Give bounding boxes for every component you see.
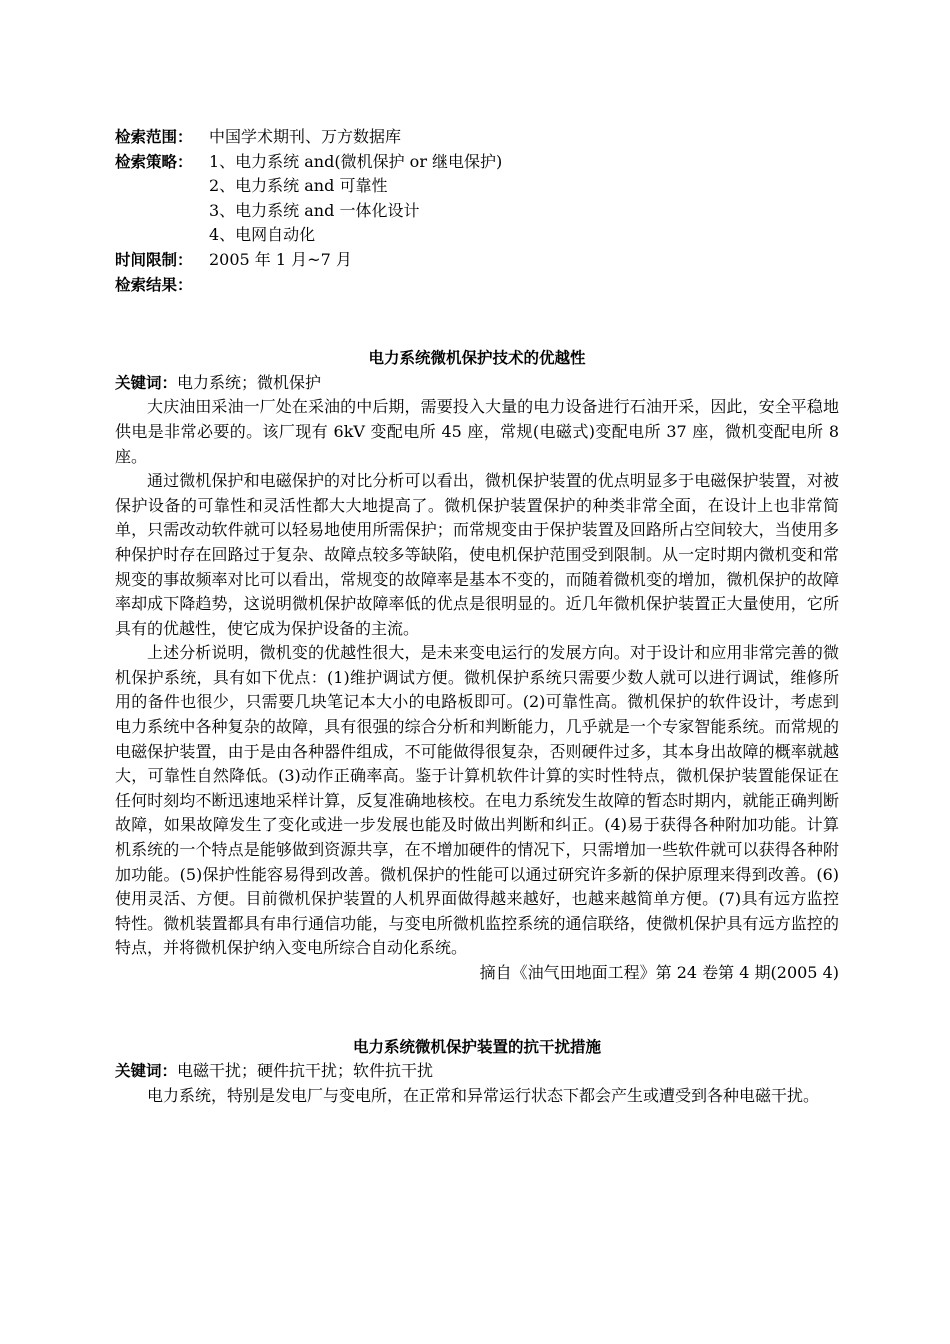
keywords-label: 关键词： [115,373,178,392]
keywords-label: 关键词： [115,1062,178,1081]
spacer [115,986,839,1035]
article-title: 电力系统微机保护装置的抗干扰措施 [352,1037,601,1056]
search-result-row [115,273,839,298]
spacer [115,297,839,346]
search-strategy-row [115,150,839,175]
article-keywords [115,1059,839,1084]
search-strategy-item-1: 1、电力系统 and(微机保护 or 继电保护) [209,151,503,171]
article-2 [115,1035,839,1109]
search-strategy-label: 检索策略： [115,152,193,171]
article-title: 电力系统微机保护技术的优越性 [368,349,586,368]
article-1 [115,346,839,985]
article-paragraph: 电力系统，特别是发电厂与变电所，在正常和异常运行状态下都会产生或遭受到各种电磁干扰。 [147,1085,820,1105]
search-scope-value: 中国学术期刊、万方数据库 [209,127,402,146]
keywords-value: 电力系统；微机保护 [177,372,322,392]
article-keywords [115,371,839,396]
time-limit-label: 时间限制： [115,250,193,269]
keywords-value: 电磁干扰；硬件抗干扰；软件抗干扰 [177,1061,434,1081]
time-limit-value: 2005 年 1 月~7 月 [209,249,352,269]
search-strategy-item-4: 4、电网自动化 [209,225,316,245]
search-scope-label: 检索范围： [115,128,193,146]
search-strategy-list [115,174,839,248]
article-paragraph: 通过微机保护和电磁保护的对比分析可以看出，微机保护装置的优点明显多于电磁保护装置，对被保护设备的可靠性和灵活性都大大地提高了。微机保护装置保护的种类非常全面，在设计上也非常简单，只需改动软件就可以轻易地使用所需保护；而常规变由于保护装置及回路所占空间较大，当使用多种保护时存在回路过于复杂、故障点较多等缺陷，使电机保护范围受到限制。从一定时期内微机变和常规变的事故频率对比可以看出，常规变的故障率是基本不变的，而随着微机变的增加，微机保护的故障率却成下降趋势，这说明微机保护故障率低的优点是很明显的。近几年微机保护装置正大量使用，它所具有的优越性，使它成为保护设备的主流。 [115,471,839,638]
document-page [115,125,839,1108]
article-source: 摘自《油气田地面工程》第 24 卷第 4 期(2005 4) [479,963,839,982]
search-strategy-item-2: 2、电力系统 and 可靠性 [209,176,388,196]
article-paragraph: 大庆油田采油一厂处在采油的中后期，需要投入大量的电力设备进行石油开采，因此，安全平稳地供电是非常必要的。该厂现有 6kV 变配电所 45 座，常规(电磁式)变配电所 37 座，微机变配电所 8 座。 [115,397,839,466]
article-paragraph: 上述分析说明，微机变的优越性很大，是未来变电运行的发展方向。对于设计和应用非常完善的微机保护系统，具有如下优点：(1)维护调试方便。微机保护系统只需要少数人就可以进行调试，维修所用的备件也很少，只需要几块笔记本大小的电路板即可。(2)可靠性高。微机保护的软件设计，考虑到电力系统中各种复杂的故障，具有很强的综合分析和判断能力，几乎就是一个专家智能系统。而常规的电磁保护装置，由于是由各种器件组成，不可能做得很复杂，否则硬件过多，其本身出故障的概率就越大，可靠性自然降低。(3)动作正确率高。鉴于计算机软件计算的实时性特点，微机保护装置能保证在任何时刻均不断迅速地采样计算，反复准确地核校。在电力系统发生故障的暂态时期内，就能正确判断故障，如果故障发生了变化或进一步发展也能及时做出判断和纠正。(4)易于获得各种附加功能。计算机系统的一个特点是能够做到资源共享，在不增加硬件的情况下，只需增加一些软件就可以获得各种附加功能。(5)保护性能容易得到改善。微机保护的性能可以通过研究许多新的保护原理来得到改善。(6)使用灵活、方便。目前微机保护装置的人机界面做得越来越好，也越来越简单方便。(7)具有远方监控特性。微机装置都具有串行通信功能，与变电所微机监控系统的通信联络，使微机保护具有远方监控的特点，并将微机保护纳入变电所综合自动化系统。 [115,643,839,958]
search-strategy-item-3: 3、电力系统 and 一体化设计 [209,200,420,220]
time-limit-row [115,248,839,273]
search-result-label: 检索结果： [115,275,193,294]
search-scope-row [115,125,839,150]
